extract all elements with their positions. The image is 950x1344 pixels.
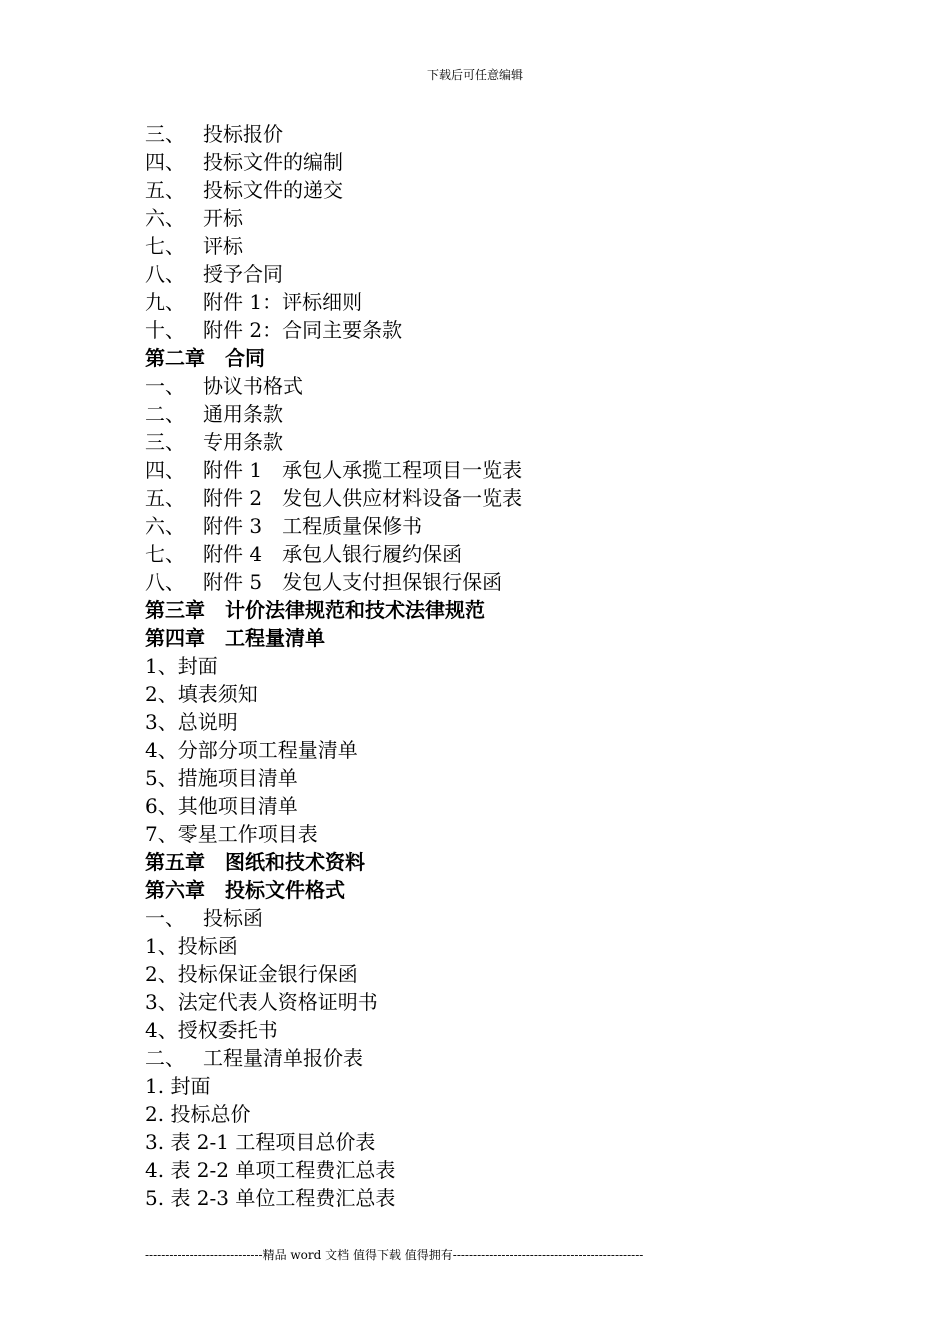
item-number: 五、	[145, 486, 185, 510]
item-text: 评标	[203, 234, 243, 258]
item-text: 1、投标函	[145, 934, 238, 958]
item-text: 4. 表 2-2 单项工程费汇总表	[145, 1158, 396, 1182]
item-text: 3. 表 2-1 工程项目总价表	[145, 1130, 376, 1154]
item-text: 附件 2 发包人供应材料设备一览表	[203, 486, 523, 510]
item-number: 七、	[145, 542, 185, 566]
chapter-heading	[145, 848, 845, 876]
item-text: 2. 投标总价	[145, 1102, 251, 1126]
item-number: 八、	[145, 570, 185, 594]
item-text: 3、法定代表人资格证明书	[145, 990, 378, 1014]
list-item	[145, 428, 845, 456]
item-text: 工程量清单报价表	[203, 1046, 363, 1070]
item-text: 附件 4 承包人银行履约保函	[203, 542, 463, 566]
item-number: 一、	[145, 374, 185, 398]
item-text: 第三章 计价法律规范和技术法律规范	[145, 598, 485, 622]
item-number: 四、	[145, 458, 185, 482]
list-item	[145, 680, 845, 708]
list-item	[145, 316, 845, 344]
list-item	[145, 232, 845, 260]
page-header: 下载后可任意编辑	[426, 68, 523, 82]
list-item	[145, 708, 845, 736]
item-text: 1、封面	[145, 654, 218, 678]
item-text: 附件 3 工程质量保修书	[203, 514, 423, 538]
chapter-heading	[145, 876, 845, 904]
item-number: 九、	[145, 290, 185, 314]
item-text: 第五章 图纸和技术资料	[145, 850, 365, 874]
document-body	[145, 120, 845, 1212]
item-text: 第六章 投标文件格式	[145, 878, 345, 902]
item-number: 八、	[145, 262, 185, 286]
list-item	[145, 372, 845, 400]
list-item	[145, 288, 845, 316]
item-number: 六、	[145, 514, 185, 538]
list-item	[145, 904, 845, 932]
list-item	[145, 736, 845, 764]
list-item	[145, 1016, 845, 1044]
item-text: 协议书格式	[203, 374, 303, 398]
item-text: 授予合同	[203, 262, 283, 286]
item-text: 附件 1：评标细则	[203, 290, 363, 314]
item-number: 六、	[145, 206, 185, 230]
list-item	[145, 1128, 845, 1156]
item-number: 十、	[145, 318, 185, 342]
item-text: 附件 5 发包人支付担保银行保函	[203, 570, 503, 594]
item-text: 投标函	[203, 906, 263, 930]
item-number: 二、	[145, 1046, 185, 1070]
list-item	[145, 540, 845, 568]
item-text: 投标文件的编制	[203, 150, 343, 174]
item-text: 投标报价	[203, 122, 283, 146]
chapter-heading	[145, 344, 845, 372]
item-text: 第四章 工程量清单	[145, 626, 325, 650]
list-item	[145, 568, 845, 596]
item-number: 七、	[145, 234, 185, 258]
list-item	[145, 204, 845, 232]
item-text: 2、投标保证金银行保函	[145, 962, 358, 986]
list-item	[145, 120, 845, 148]
list-item	[145, 400, 845, 428]
list-item	[145, 1156, 845, 1184]
list-item	[145, 792, 845, 820]
item-text: 通用条款	[203, 402, 283, 426]
item-number: 一、	[145, 906, 185, 930]
item-number: 三、	[145, 430, 185, 454]
item-text: 附件 1 承包人承揽工程项目一览表	[203, 458, 523, 482]
list-item	[145, 1184, 845, 1212]
item-text: 3、总说明	[145, 710, 238, 734]
item-text: 5. 表 2-3 单位工程费汇总表	[145, 1186, 396, 1210]
list-item	[145, 652, 845, 680]
list-item	[145, 932, 845, 960]
item-text: 5、措施项目清单	[145, 766, 298, 790]
list-item	[145, 988, 845, 1016]
list-item	[145, 764, 845, 792]
item-text: 附件 2：合同主要条款	[203, 318, 403, 342]
list-item	[145, 148, 845, 176]
list-item	[145, 820, 845, 848]
list-item	[145, 1072, 845, 1100]
item-text: 6、其他项目清单	[145, 794, 298, 818]
list-item	[145, 1100, 845, 1128]
item-text: 4、分部分项工程量清单	[145, 738, 358, 762]
list-item	[145, 484, 845, 512]
list-item	[145, 456, 845, 484]
page-footer: -----------------------------精品 word 文档 值得下载 值得拥有-----------------------------------------------	[145, 1248, 644, 1262]
item-text: 1. 封面	[145, 1074, 211, 1098]
item-text: 投标文件的递交	[203, 178, 343, 202]
item-text: 4、授权委托书	[145, 1018, 278, 1042]
list-item	[145, 176, 845, 204]
item-number: 三、	[145, 122, 185, 146]
item-number: 二、	[145, 402, 185, 426]
item-text: 专用条款	[203, 430, 283, 454]
list-item	[145, 1044, 845, 1072]
list-item	[145, 960, 845, 988]
item-number: 四、	[145, 150, 185, 174]
item-number: 五、	[145, 178, 185, 202]
item-text: 2、填表须知	[145, 682, 258, 706]
chapter-heading	[145, 624, 845, 652]
list-item	[145, 512, 845, 540]
item-text: 第二章 合同	[145, 346, 265, 370]
chapter-heading	[145, 596, 845, 624]
item-text: 7、零星工作项目表	[145, 822, 318, 846]
list-item	[145, 260, 845, 288]
item-text: 开标	[203, 206, 243, 230]
